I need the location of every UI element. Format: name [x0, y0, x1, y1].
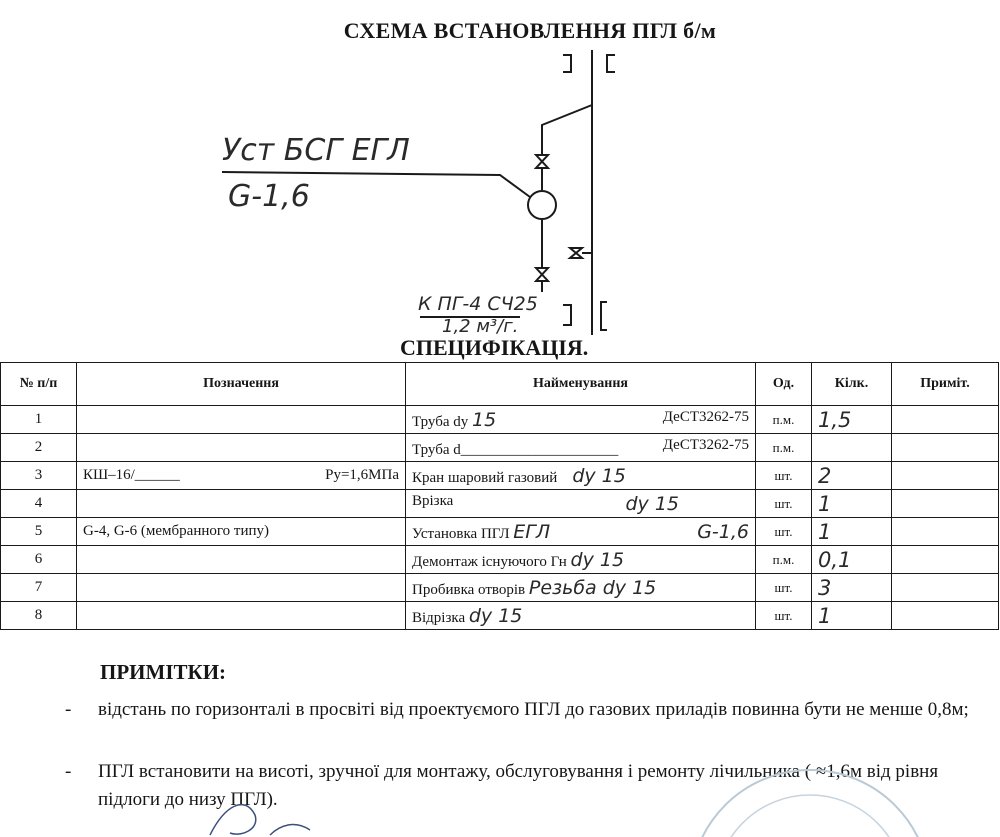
riser-valve: [570, 248, 582, 258]
name-text: Труба d_____________________: [412, 441, 619, 458]
row-quantity: 2: [812, 462, 892, 490]
row-unit: шт.: [756, 574, 812, 602]
row-designation: [77, 434, 406, 462]
meter-label: G-1,6: [228, 179, 310, 214]
branch-pipe: [542, 105, 592, 155]
row-designation: [77, 490, 406, 518]
name-standard: ДеСТ3262-75: [662, 436, 749, 453]
name-standard: G-1,6: [697, 520, 749, 543]
row-unit: шт.: [756, 602, 812, 630]
table-row: [1, 546, 999, 574]
row-number: 6: [1, 546, 77, 574]
stamp-inner-ring: [715, 795, 905, 837]
installation-scheme: [0, 0, 1000, 340]
row-note: [892, 490, 999, 518]
ball-valve-upper: [536, 155, 548, 168]
name-text: Установка ПГЛ: [412, 525, 510, 542]
name-handwritten: Резьба dy 15: [528, 576, 657, 599]
note-text: відстань по горизонталі в просвіті від проектуємого ПГЛ до газових приладів повинна бути не менше 0,8м;: [98, 699, 969, 720]
row-quantity: 1: [812, 602, 892, 630]
row-name: [406, 434, 756, 462]
row-designation: [77, 574, 406, 602]
specification-table: [0, 362, 999, 630]
table-row: [1, 490, 999, 518]
row-name: [406, 546, 756, 574]
name-text: Демонтаж існуючого Гн: [412, 553, 567, 570]
wall-bracket-bottom-left: [563, 305, 571, 325]
row-number: 3: [1, 462, 77, 490]
table-row: [1, 518, 999, 546]
note-bullet: -: [65, 699, 72, 720]
row-name: [406, 518, 756, 546]
row-number: 4: [1, 490, 77, 518]
name-handwritten: 15: [472, 408, 497, 431]
row-unit: п.м.: [756, 406, 812, 434]
designation-text: КШ–16/______: [83, 467, 180, 483]
row-number: 5: [1, 518, 77, 546]
header-note: Приміт.: [892, 363, 999, 406]
wall-bracket-top-left: [563, 55, 571, 72]
table-row: [1, 602, 999, 630]
row-name: [406, 406, 756, 434]
name-handwritten: dy 15: [625, 492, 679, 515]
header-number: № п/п: [1, 363, 77, 406]
header-designation: Позначення: [77, 363, 406, 406]
row-note: [892, 406, 999, 434]
wall-bracket-top-right: [607, 55, 615, 72]
row-unit: шт.: [756, 518, 812, 546]
notes-title: ПРИМІТКИ:: [100, 660, 227, 684]
row-quantity: 3: [812, 574, 892, 602]
name-handwritten: dy 15: [570, 548, 625, 571]
gas-meter-circle: [528, 191, 556, 219]
signature-mark: [200, 795, 340, 837]
note-text: ПГЛ встановити на висоті, зручної для монтажу, обслуговування і ремонту лічильника ( ≈1,6м від рівня підлоги до низу ПГЛ).: [98, 761, 939, 810]
row-unit: шт.: [756, 462, 812, 490]
ball-valve-lower: [536, 268, 548, 281]
flow-rate-label: 1,2 м³/г.: [442, 316, 519, 337]
row-unit: п.м.: [756, 546, 812, 574]
row-note: [892, 518, 999, 546]
row-unit: п.м.: [756, 434, 812, 462]
name-text: Кран шаровий газовий: [412, 469, 558, 486]
row-note: [892, 574, 999, 602]
note-bullet: -: [65, 761, 72, 782]
row-note: [892, 546, 999, 574]
scheme-title: СХЕМА ВСТАНОВЛЕННЯ ПГЛ б/м: [343, 18, 717, 43]
name-text: Труба dy: [412, 413, 469, 430]
row-number: 7: [1, 574, 77, 602]
row-name: [406, 574, 756, 602]
name-handwritten: dy 15: [468, 604, 523, 627]
signature-stroke: [210, 805, 310, 835]
name-text: Пробивка отворів: [412, 581, 526, 598]
row-number: 2: [1, 434, 77, 462]
table-row: [1, 434, 999, 462]
row-name: [406, 602, 756, 630]
table-row: [1, 406, 999, 434]
row-designation: [77, 518, 406, 546]
stamp-outer-ring: [690, 770, 930, 837]
row-note: [892, 462, 999, 490]
header-unit: Од.: [756, 363, 812, 406]
row-quantity: 0,1: [812, 546, 892, 574]
row-designation: [77, 462, 406, 490]
target-device-label: К ПГ-4 СЧ25: [418, 293, 538, 315]
table-row: [1, 574, 999, 602]
table-header-row: [1, 363, 999, 406]
row-note: [892, 602, 999, 630]
row-quantity: 1: [812, 490, 892, 518]
row-quantity: 1,5: [812, 406, 892, 434]
table-row: [1, 462, 999, 490]
name-standard: ДеСТ3262-75: [662, 408, 749, 425]
name-handwritten: dy 15: [572, 464, 626, 487]
row-designation: [77, 602, 406, 630]
designation-extra: Ру=1,6МПа: [325, 467, 399, 483]
wall-bracket-bottom-right: [601, 302, 607, 330]
row-note: [892, 434, 999, 462]
row-name: [406, 462, 756, 490]
install-label: Уст БСГ ЕГЛ: [222, 133, 410, 168]
row-quantity: 1: [812, 518, 892, 546]
row-designation: [77, 546, 406, 574]
name-text: Відрізка: [412, 609, 466, 626]
header-name: Найменування: [406, 363, 756, 406]
row-unit: шт.: [756, 490, 812, 518]
row-number: 1: [1, 406, 77, 434]
stamp-mark: [600, 740, 1000, 837]
name-handwritten: ЕГЛ: [513, 520, 551, 543]
row-quantity: [812, 434, 892, 462]
specification-title: СПЕЦИФІКАЦІЯ.: [400, 335, 589, 360]
header-quantity: Кілк.: [812, 363, 892, 406]
row-name: [406, 490, 756, 518]
designation-text: G-4, G-6 (мембранного типу): [83, 523, 270, 539]
name-text: Врізка: [412, 492, 454, 509]
row-number: 8: [1, 602, 77, 630]
row-designation: [77, 406, 406, 434]
